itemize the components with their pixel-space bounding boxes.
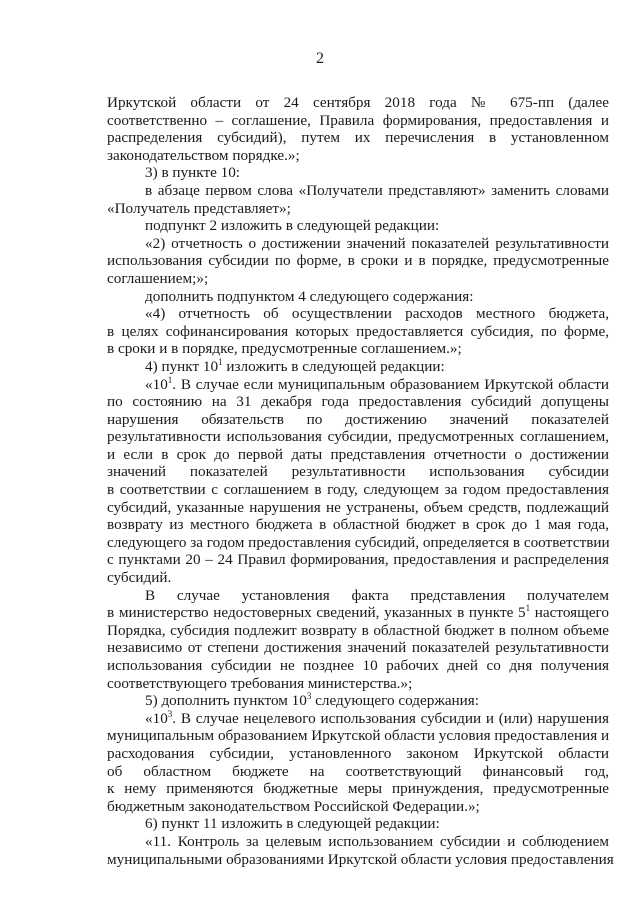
text-line: муниципальным образованием Иркутской области условия предоставления и (107, 727, 610, 745)
text-line: муниципальными образованиями Иркутской области условия предоставления (107, 850, 614, 868)
text-line: субсидий. (107, 569, 172, 587)
text-line: в соответствии с соглашением в году, следующем за годом предоставления (107, 481, 609, 499)
text-line: по состоянию на 31 декабря года предоставления субсидий допущены (107, 393, 609, 411)
text-line: к нему применяются бюджетные меры принуждения, предусмотренные (107, 780, 609, 798)
text-line: «11. Контроль за целевым использованием субсидии и соблюдением (145, 832, 609, 850)
superscript: 3 (167, 708, 173, 719)
text-line: «4) отчетность об осуществлении расходов местного бюджета, (145, 305, 609, 323)
superscript: 3 (306, 691, 312, 702)
text-line: нарушения обязательств по достижению значений показателей (107, 410, 609, 428)
text-line: Порядка, субсидия подлежит возврату в областной бюджет в полном объеме (107, 621, 609, 639)
superscript: 1 (525, 603, 531, 614)
text-line: и если в срок до первой даты представления отчетности о достижении (107, 445, 609, 463)
text-line: значений показателей результативности использования субсидии (107, 463, 609, 481)
text-line: распределения субсидий), путем их перечисления в установленном (107, 129, 609, 147)
text-line: 3) в пункте 10: (145, 164, 241, 182)
text-line: расходования субсидии, установленного законом Иркутской области (107, 744, 609, 762)
text-line: подпункт 2 изложить в следующей редакции: (145, 217, 440, 235)
text-line: следующего за годом предоставления субсидий, определяется в соответствии (107, 533, 610, 551)
text-line: «$10^1$. В случае если муниципальным образованием Иркутской области (145, 374, 609, 393)
text-line: В случае установления факта представления получателем (145, 586, 609, 604)
text-line: использования субсидии по форме, в сроки и в порядке, предусмотренные (107, 252, 609, 270)
text-line: бюджетным законодательством Российской Федерации.»; (107, 797, 480, 815)
text-line: соответственно – соглашение, Правила формирования, предоставления и (107, 111, 609, 129)
text-line: возврату из местного бюджета в областной бюджет в срок до 1 мая года, (107, 516, 609, 534)
text-line: законодательством порядке.»; (107, 146, 300, 164)
text-line: результативности использования субсидии, предусмотренных соглашением, (107, 428, 609, 446)
superscript: 1 (167, 374, 173, 385)
page-number: 2 (316, 50, 324, 67)
text-line: Иркутской области от 24 сентября 2018 года № 675-пп (далее (107, 94, 609, 111)
text-line: «Получатель представляет»; (107, 199, 291, 217)
text-line: в целях софинансирования которых предоставляется субсидия, по форме, (107, 322, 609, 340)
text-line: в министерство недостоверных сведений, указанных в пункте $5^1$ настоящего (107, 603, 610, 622)
text-line: 4) пункт $10^1$ изложить в следующей редакции: (145, 356, 445, 375)
text-line: субсидий, указанные нарушения не устранены, объем средств, подлежащий (107, 498, 609, 516)
superscript: 1 (218, 356, 223, 367)
text-line: 5) дополнить пунктом $10^3$ следующего содержания: (145, 691, 480, 710)
text-line: соглашением;»; (107, 269, 209, 287)
text-line: дополнить подпунктом 4 следующего содержания: (145, 287, 474, 305)
text-line: использования субсидии не позднее 10 рабочих дней со дня получения (107, 657, 609, 674)
text-line: соответствующего требования министерства.»; (107, 674, 413, 692)
text-line: в сроки и в порядке, предусмотренные соглашением.»; (107, 340, 462, 358)
text-line: «2) отчетность о достижении значений показателей результативности (145, 234, 609, 252)
text-line: об областном бюджете на соответствующий финансовый год, (107, 762, 609, 780)
text-line: «$10^3$. В случае нецелевого использования субсидии и (или) нарушения (145, 708, 609, 727)
text-line: 6) пункт 11 изложить в следующей редакции: (145, 815, 440, 833)
text-line: в абзаце первом слова «Получатели представляют» заменить словами (145, 181, 609, 199)
text-line: с пунктами 20 – 24 Правил формирования, предоставления и распределения (107, 551, 609, 569)
document-body (107, 94, 614, 868)
text-line: независимо от степени достижения значений показателей результативности (107, 639, 609, 657)
